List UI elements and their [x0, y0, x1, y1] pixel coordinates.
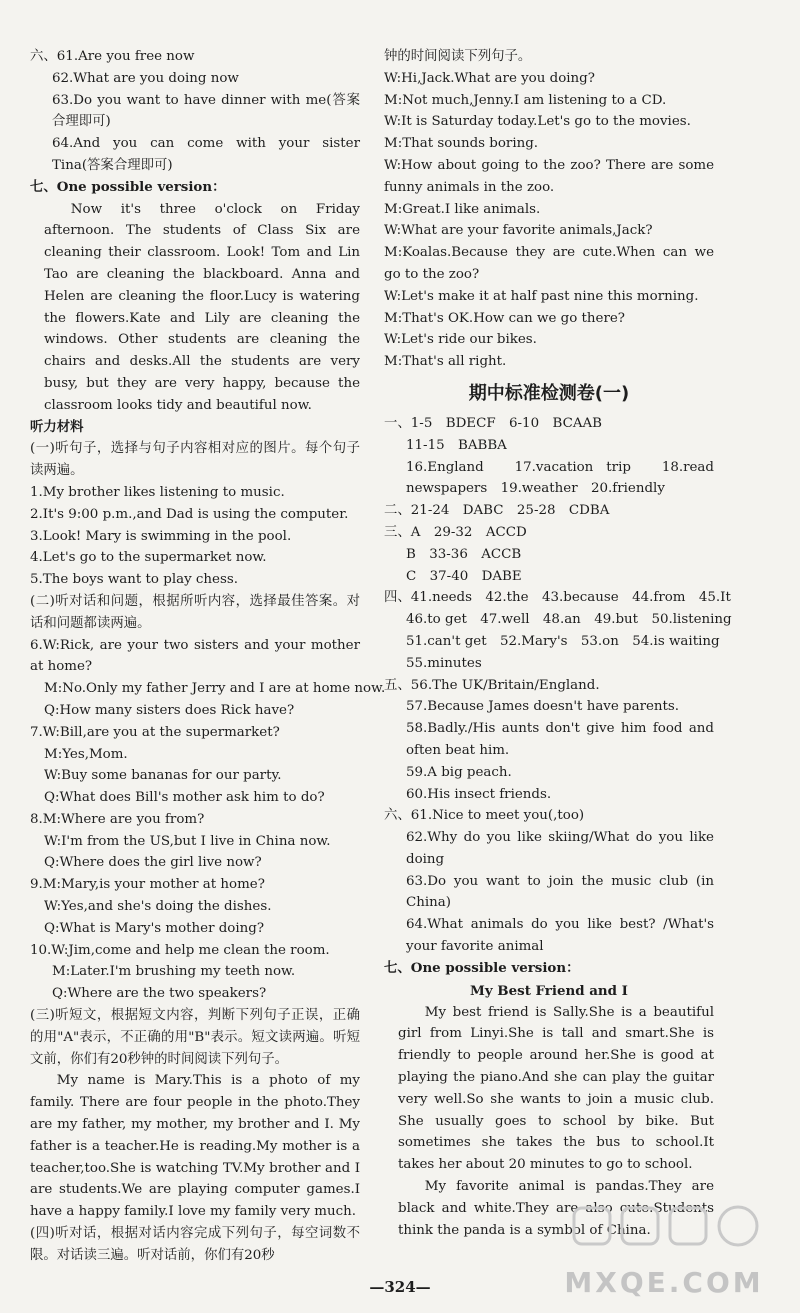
dialog-7-line-1: 7.W:Bill,are you at the supermarket?: [30, 724, 280, 740]
essay-paragraph-1: My best friend is Sally.She is a beautiful girl from Linyi.She is tall and smart.She is friendly to people around her.She is good at playing the piano.And she can play the guitar very well.So she wants to join a music club. She usually goes to school by bike. But sometimes she takes the bus to school.It takes her about 20 minutes to go to school.: [398, 1004, 714, 1173]
answers-section-5-b: 57.Because James doesn't have parents.: [406, 699, 680, 715]
listening-item-1: 1.My brother likes listening to music.: [30, 484, 285, 500]
dialog-line: W:What are your favorite animals,Jack?: [384, 223, 653, 239]
answers-section-2: 二、21-24 DABC 25-28 CDBA: [384, 503, 610, 519]
answers-section-6-b: 62.Why do you like skiing/What do you like doing: [406, 830, 714, 867]
dialog-9-line-1: 9.M:Mary,is your mother at home?: [30, 877, 265, 893]
dialog-line: W:Let's make it at half past nine this morning.: [384, 288, 699, 304]
dialog-6-line-2: M:No.Only my father Jerry and I are at home now.: [44, 681, 386, 697]
answers-section-3-a: 三、A 29-32 ACCD: [384, 524, 527, 540]
listening-item-4: 4.Let's go to the supermarket now.: [30, 550, 267, 566]
listening-material: [30, 417, 386, 1267]
dialog-line: M:Not much,Jenny.I am listening to a CD.: [384, 92, 667, 108]
listening-part3-instructions: (三)听短文，根据短文内容，判断下列句子正误，正确的用"A"表示，不正确的用"B"表示。短文读两遍。听短文前，你们有20秒钟的时间阅读下列句子。: [30, 1008, 360, 1067]
answers-section-4-d: 55.minutes: [406, 655, 482, 671]
section-7-heading: 七、One possible version：: [30, 178, 226, 195]
dialog-line: W:Let's ride our bikes.: [384, 332, 537, 348]
answers-section-5-c: 58.Badly./His aunts don't give him food and often beat him.: [406, 721, 714, 758]
dialog-9-question: Q:What is Mary's mother doing?: [44, 920, 265, 936]
dialog-line: M:That's all right.: [384, 354, 507, 370]
essay-title: My Best Friend and I: [470, 982, 628, 999]
answers-section-3-c: C 37-40 DABE: [406, 568, 522, 584]
answers-section-6-d: 64.What animals do you like best? /What's your favorite animal: [406, 917, 714, 955]
answer-62: 62.What are you doing now: [52, 70, 239, 86]
dialog-8-question: Q:Where does the girl live now?: [44, 855, 262, 871]
section-6-answers: [30, 46, 360, 177]
right-column: [384, 46, 732, 1241]
answers-section-3-b: B 33-36 ACCB: [406, 546, 522, 562]
dialog-line: W:How about going to the zoo? There are some funny animals in the zoo.: [384, 157, 714, 195]
page-number: —324—: [369, 1278, 431, 1296]
answers-section-6-c: 63.Do you want to join the music club (in China): [406, 873, 714, 911]
dialog-line: M:Koalas.Because they are cute.When can we go to the zoo?: [384, 245, 714, 282]
dialog-10-line-2: M:Later.I'm brushing my teeth now.: [52, 964, 296, 980]
dialog-10-question: Q:Where are the two speakers?: [52, 986, 267, 1002]
answers-section-5-a: 五、56.The UK/Britain/England.: [384, 677, 600, 693]
answers-section-5-d: 59.A big peach.: [406, 764, 512, 780]
answers-section-1-c: 16.England 17.vacation trip 18.read newspapers 19.weather 20.friendly: [406, 459, 714, 497]
dialog-line: M:That's OK.How can we go there?: [384, 310, 625, 326]
dialog-7-question: Q:What does Bill's mother ask him to do?: [44, 790, 325, 806]
dialog-7-line-3: W:Buy some bananas for our party.: [44, 768, 282, 784]
answers-section-4-b: 46.to get 47.well 48.an 49.but 50.listening: [406, 612, 732, 628]
answers-section-4-a: 四、41.needs 42.the 43.because 44.from 45.It: [384, 590, 731, 606]
essay-paragraph-2: My favorite animal is pandas.They are black and white.They are also cute.Students think the panda is a symbol of China.: [398, 1179, 714, 1238]
listening-heading: 听力材料: [30, 418, 84, 435]
dialog-9-line-2: W:Yes,and she's doing the dishes.: [44, 899, 272, 915]
dialog-6-line-1: 6.W:Rick, are your two sisters and your mother at home?: [30, 637, 360, 675]
listening-part4-instructions: (四)听对话，根据对话内容完成下列句子，每空词数不限。对话读三遍。听对话前，你们有20秒: [30, 1226, 360, 1263]
listening-item-2: 2.It's 9:00 p.m.,and Dad is using the computer.: [30, 506, 349, 522]
listening-part2-instructions: (二)听对话和问题，根据所听内容，选择最佳答案。对话和问题都读两遍。: [30, 593, 360, 631]
listening-item-3: 3.Look! Mary is swimming in the pool.: [30, 528, 292, 544]
dialog-8-line-2: W:I'm from the US,but I live in China now.: [44, 833, 331, 849]
listening-part1-instructions: (一)听句子，选择与句子内容相对应的图片。每个句子读两遍。: [30, 441, 360, 479]
dialog-10-line-1: 10.W:Jim,come and help me clean the room.: [30, 942, 330, 958]
part4-instructions-continued: 钟的时间阅读下列句子。: [384, 49, 532, 64]
listening-item-5: 5.The boys want to play chess.: [30, 572, 238, 588]
section-7-answer: [30, 177, 360, 417]
answers-section-4-c: 51.can't get 52.Mary's 53.on 54.is waiting: [406, 633, 720, 649]
dialog-line: W:Hi,Jack.What are you doing?: [384, 70, 595, 86]
svg-text:MXQE.COM: MXQE.COM: [564, 1266, 764, 1299]
dialog-6-question: Q:How many sisters does Rick have?: [44, 702, 295, 718]
dialog-7-line-2: M:Yes,Mom.: [44, 746, 128, 762]
answers-section-7-heading: 七、One possible version：: [384, 959, 580, 976]
answers-section-1: 一、1-5 BDECF 6-10 BCAAB: [384, 415, 603, 431]
answer-64: 64.And you can come with your sister Tina(答案合理即可): [52, 136, 360, 173]
answer-63: 63.Do you want to have dinner with me(答案合理即可): [52, 92, 360, 130]
left-column: [30, 46, 386, 1267]
exam-title: 期中标准检测卷(一): [468, 382, 630, 404]
answer-key: [384, 413, 732, 1241]
part4-dialog: [384, 68, 714, 373]
answers-section-6-a: 六、61.Nice to meet you(,too): [384, 808, 585, 824]
answer-61: 六、61.Are you free now: [30, 49, 195, 64]
answers-section-1-b: 11-15 BABBA: [406, 437, 507, 453]
dialog-8-line-1: 8.M:Where are you from?: [30, 811, 205, 827]
watermark-logo: [560, 1200, 790, 1308]
listening-part3-passage: My name is Mary.This is a photo of my family. There are four people in the photo.They are my father, my mother, my brother and I. My father is a teacher.He is reading.My mother is a teacher,too.She is watching TV.My brother and I are students.We are playing computer games.I have a happy family.I love my family very much.: [30, 1073, 360, 1220]
answers-section-5-e: 60.His insect friends.: [406, 786, 552, 802]
dialog-line: M:Great.I like animals.: [384, 201, 541, 217]
section-7-essay: Now it's three o'clock on Friday afternoon. The students of Class Six are cleaning their classroom. Look! Tom and Lin Tao are cleaning the blackboard. Anna and Helen are cleaning the floor.Lucy is watering the flowers.Kate and Lily are cleaning the windows. Other students are cleaning the chairs and desks.All the students are very busy, but they are very happy, because the classroom looks tidy and beautiful now.: [44, 201, 360, 413]
dialog-line: W:It is Saturday today.Let's go to the movies.: [384, 114, 691, 130]
dialog-line: M:That sounds boring.: [384, 136, 539, 152]
